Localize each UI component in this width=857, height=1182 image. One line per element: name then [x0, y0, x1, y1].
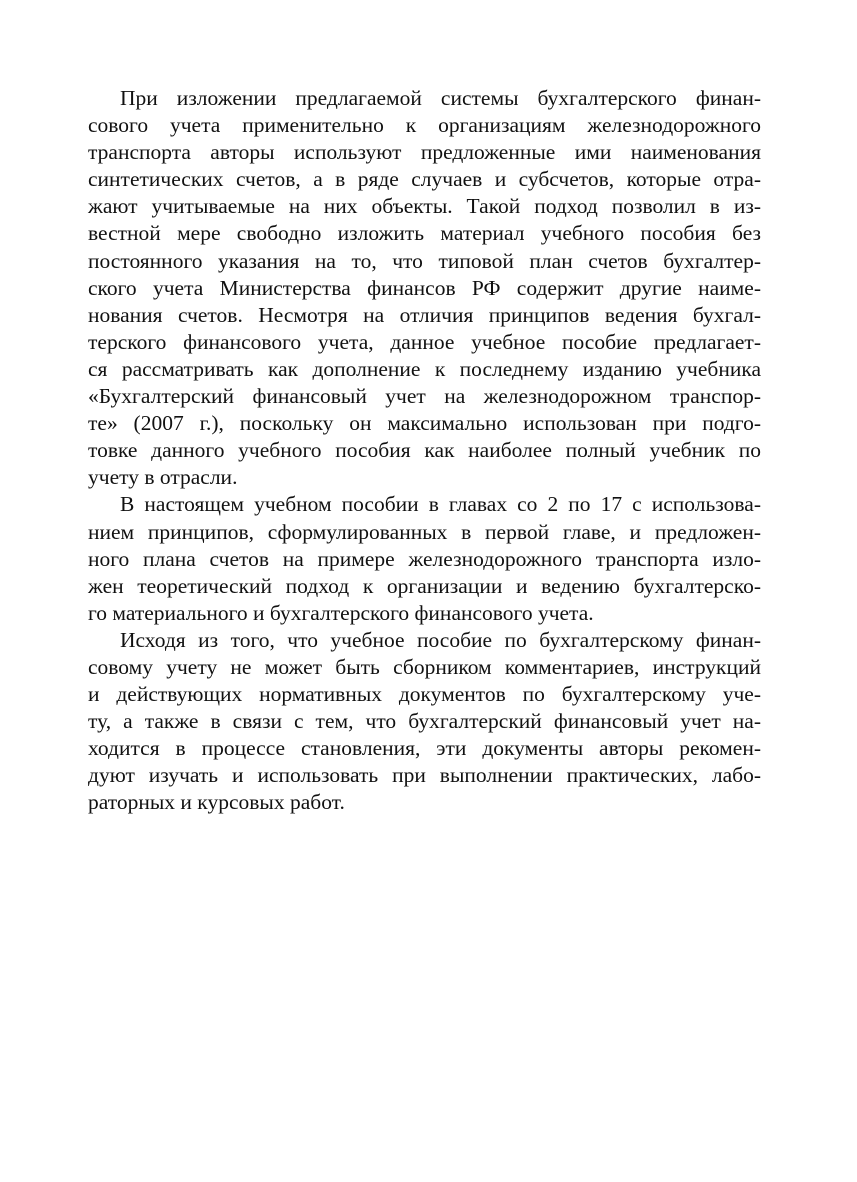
text-line: В настоящем учебном пособии в главах со 2 по 17 с использова- — [120, 492, 761, 517]
text-line: жают учитываемые на них объекты. Такой подход позволил в из- — [88, 194, 761, 219]
text-line: «Бухгалтерский финансовый учет на железнодорожном транспор- — [88, 384, 761, 409]
text-line: сового учета применительно к организациям железнодорожного — [88, 113, 761, 138]
text-line: товке данного учебного пособия как наиболее полный учебник по — [88, 438, 761, 463]
text-line: и действующих нормативных документов по бухгалтерскому уче- — [88, 682, 761, 707]
text-line: терского финансового учета, данное учебное пособие предлагает- — [88, 329, 761, 354]
text-line: дуют изучать и использовать при выполнении практических, лабо- — [88, 763, 761, 788]
text-line: синтетических счетов, а в ряде случаев и субсчетов, которые отра- — [88, 167, 761, 192]
text-line: вестной мере свободно изложить материал учебного пособия без — [88, 221, 761, 246]
text-line: жен теоретический подход к организации и ведению бухгалтерско- — [88, 573, 761, 598]
text-line: го материального и бухгалтерского финансового учета. — [88, 600, 594, 625]
text-line: Исходя из того, что учебное пособие по бухгалтерскому финан- — [120, 627, 761, 652]
text-line: При изложении предлагаемой системы бухгалтерского финан- — [120, 86, 761, 110]
body-text — [88, 85, 761, 817]
text-line: те» (2007 г.), поскольку он максимально использован при подго- — [88, 411, 761, 436]
text-line: раторных и курсовых работ. — [88, 790, 345, 815]
paragraph-3 — [88, 627, 761, 817]
text-line: ного плана счетов на примере железнодорожного транспорта изло- — [88, 546, 761, 571]
text-line: ту, а также в связи с тем, что бухгалтерский финансовый учет на- — [88, 709, 761, 734]
text-line: учету в отрасли. — [88, 465, 238, 490]
text-line: ходится в процессе становления, эти документы авторы рекомен- — [88, 736, 761, 761]
text-line: ского учета Министерства финансов РФ содержит другие наиме- — [88, 275, 761, 300]
text-line: ся рассматривать как дополнение к последнему изданию учебника — [88, 356, 761, 381]
text-line: нования счетов. Несмотря на отличия принципов ведения бухгал- — [88, 302, 761, 327]
text-line: транспорта авторы используют предложенные ими наименования — [88, 140, 761, 165]
text-line: постоянного указания на то, что типовой план счетов бухгалтер- — [88, 248, 761, 273]
text-line: совому учету не может быть сборником комментариев, инструкций — [88, 654, 761, 679]
paragraph-2 — [88, 491, 761, 626]
paragraph-1 — [88, 85, 761, 491]
text-line: нием принципов, сформулированных в первой главе, и предложен- — [88, 519, 761, 544]
